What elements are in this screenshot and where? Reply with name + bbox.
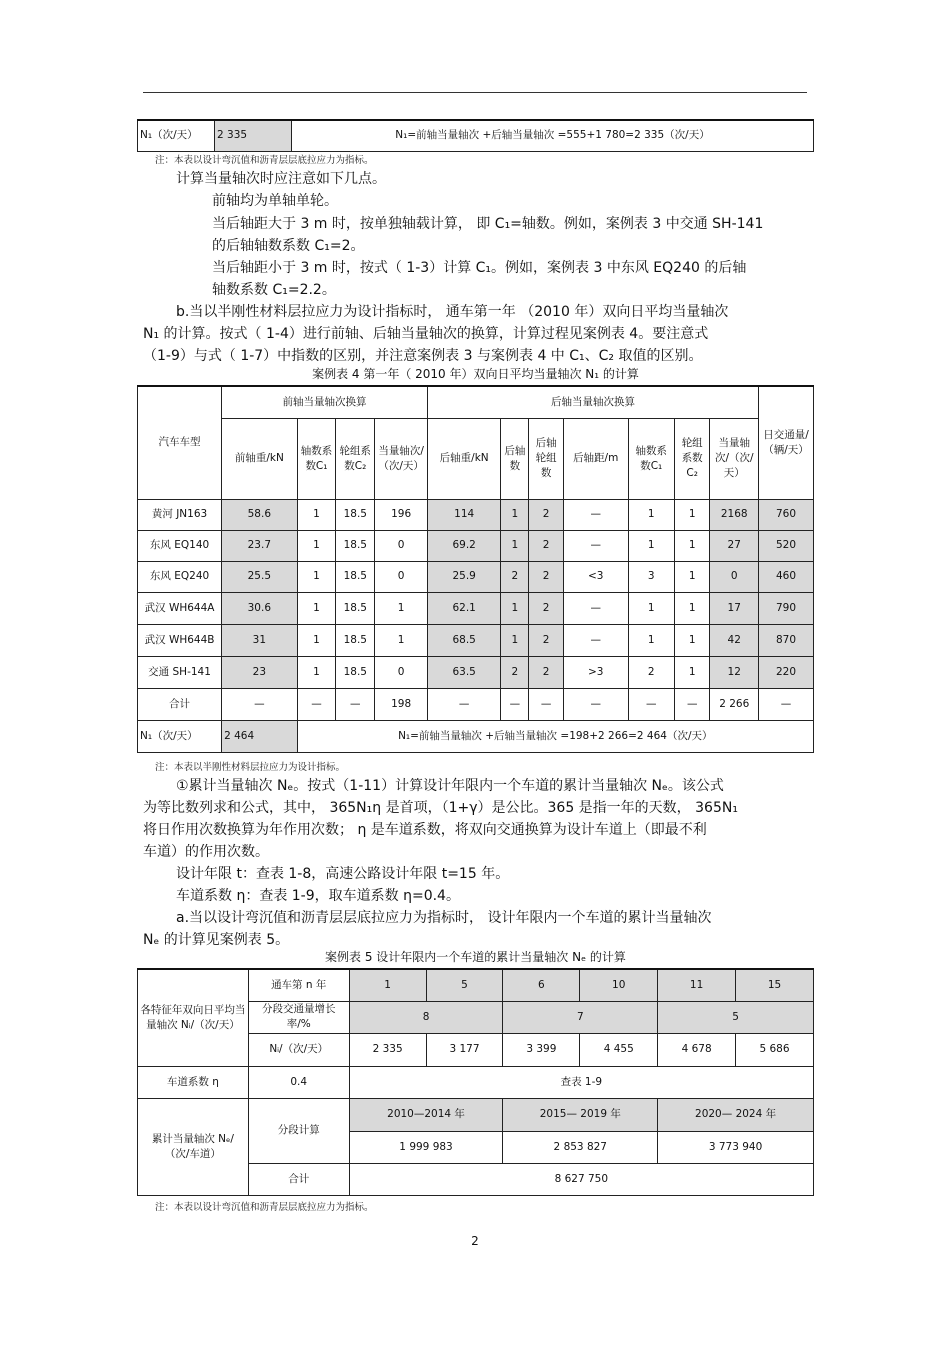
- h-front-weight: 前轴重/kN: [222, 418, 297, 499]
- n1-label: N₁（次/天）: [138, 120, 215, 151]
- para-q4b: Nₑ 的计算见案例表 5。: [143, 932, 290, 948]
- table-cell: —: [759, 688, 814, 720]
- t5-year: 15: [736, 969, 814, 1001]
- table-cell: —: [428, 688, 501, 720]
- row-model: 黄河 JN163: [138, 499, 222, 530]
- h-daily: 日交通量/（辆/天）: [759, 386, 814, 499]
- table-cell: 1: [501, 592, 529, 624]
- table-cell: —: [563, 688, 628, 720]
- table-cell: 1: [297, 624, 336, 656]
- table-row: [138, 530, 814, 561]
- table-cell: 23.7: [222, 530, 297, 561]
- table-cell: 18.5: [336, 592, 375, 624]
- table-row: [138, 499, 814, 530]
- h-front-c2: 轮组系数C₂: [336, 418, 375, 499]
- table-cell: 2: [529, 530, 564, 561]
- t5-growth-label: 分段交通量增长率/%: [248, 1001, 349, 1033]
- table-cell: —: [674, 688, 710, 720]
- table-row: [138, 656, 814, 688]
- row-model: 东风 EQ140: [138, 530, 222, 561]
- table-cell: 18.5: [336, 499, 375, 530]
- t5-ni: 3 399: [503, 1033, 580, 1066]
- table-cell: 0: [375, 656, 428, 688]
- table-cell: 1: [674, 656, 710, 688]
- t5-year-label: 通车第 n 年: [248, 969, 349, 1001]
- table-cell: 1: [628, 592, 674, 624]
- n1-formula: N₁=前轴当量轴次 +后轴当量轴次 =555+1 780=2 335（次/天）: [292, 120, 814, 151]
- t5-lane-value: 0.4: [248, 1066, 349, 1098]
- row-model: 交通 SH-141: [138, 656, 222, 688]
- table-cell: —: [563, 592, 628, 624]
- t5-seg-label: 分段计算: [248, 1098, 349, 1163]
- h-rear-wheels: 后轴轮组数: [529, 418, 564, 499]
- row-model: 东风 EQ240: [138, 561, 222, 592]
- table-cell: 0: [375, 561, 428, 592]
- row-model: 合计: [138, 688, 222, 720]
- table-cell: 62.1: [428, 592, 501, 624]
- table-cell: 790: [759, 592, 814, 624]
- table-cell: 760: [759, 499, 814, 530]
- h-front-eq: 当量轴次/（次/天）: [375, 418, 428, 499]
- table5: [137, 968, 814, 1196]
- table4: [137, 385, 814, 753]
- para-q1c: 将日作用次数换算为年作用次数； η 是车道系数，将双向交通换算为设计车道上（即最不利: [143, 822, 707, 838]
- h-rear-group: 后轴当量轴次换算: [428, 386, 759, 418]
- table-cell: 114: [428, 499, 501, 530]
- table-cell: —: [222, 688, 297, 720]
- table-cell: 63.5: [428, 656, 501, 688]
- para-q1a: ①累计当量轴次 Nₑ。按式（1-11）计算设计年限内一个车道的累计当量轴次 Nₑ。该公式: [176, 778, 724, 794]
- para-5b: N₁ 的计算。按式（ 1-4）进行前轴、后轴当量轴次的换算，计算过程见案例表 4。要注意式: [143, 326, 709, 342]
- table-cell: 1: [297, 530, 336, 561]
- t5-total-value: 8 627 750: [349, 1163, 813, 1195]
- table-cell: 17: [710, 592, 759, 624]
- table-cell: 68.5: [428, 624, 501, 656]
- table-cell: 30.6: [222, 592, 297, 624]
- table-cell: 18.5: [336, 656, 375, 688]
- t5-ni-label: Nᵢ/（次/天）: [248, 1033, 349, 1066]
- table-cell: 520: [759, 530, 814, 561]
- para-1: 计算当量轴次时应注意如下几点。: [176, 171, 386, 187]
- table-cell: 2: [628, 656, 674, 688]
- table-cell: 1: [297, 561, 336, 592]
- table-cell: 18.5: [336, 530, 375, 561]
- table-cell: 18.5: [336, 624, 375, 656]
- h-front-group: 前轴当量轴次换算: [222, 386, 428, 418]
- t5-ni: 2 335: [349, 1033, 426, 1066]
- t5-ni: 5 686: [736, 1033, 814, 1066]
- table-cell: 42: [710, 624, 759, 656]
- para-5c: （1-9）与式（ 1-7）中指数的区别，并注意案例表 3 与案例表 4 中 C₁、C₂ 取值的区别。: [143, 348, 703, 364]
- h-rear-c1: 轴数系数C₁: [628, 418, 674, 499]
- table-cell: 1: [375, 592, 428, 624]
- table-cell: 31: [222, 624, 297, 656]
- t5-period-value: 2 853 827: [503, 1131, 658, 1163]
- n1-value: 2 335: [215, 120, 292, 151]
- table-cell: 2: [529, 624, 564, 656]
- para-5a: b.当以半刚性材料层拉应力为设计指标时， 通车第一年 （2010 年）双向日平均当量轴次: [176, 304, 729, 320]
- t5-total-label: 合计: [248, 1163, 349, 1195]
- h-rear-eq: 当量轴次/（次/天）: [710, 418, 759, 499]
- para-q2: 设计年限 t：查表 1-8，高速公路设计年限 t=15 年。: [176, 866, 510, 882]
- t5-cum-label: 累计当量轴次 Nₑ/（次/车道）: [138, 1098, 249, 1195]
- para-3a: 当后轴距大于 3 m 时，按单独轴载计算， 即 C₁=轴数。例如，案例表 3 中交通 SH-141: [212, 216, 764, 232]
- table-cell: —: [628, 688, 674, 720]
- table-cell: 460: [759, 561, 814, 592]
- table-cell: 1: [628, 499, 674, 530]
- table-cell: —: [563, 499, 628, 530]
- table-cell: 2: [501, 656, 529, 688]
- t5-year: 10: [580, 969, 658, 1001]
- table-cell: 0: [710, 561, 759, 592]
- table-cell: 69.2: [428, 530, 501, 561]
- table-cell: 25.9: [428, 561, 501, 592]
- row-model: 武汉 WH644A: [138, 592, 222, 624]
- t5-year: 11: [658, 969, 736, 1001]
- table-cell: 1: [375, 624, 428, 656]
- para-4a: 当后轴距小于 3 m 时，按式（ 1-3）计算 C₁。例如，案例表 3 中东风 EQ240 的后轴: [212, 260, 747, 276]
- t4-n1-formula: N₁=前轴当量轴次 +后轴当量轴次 =198+2 266=2 464（次/天）: [297, 720, 813, 752]
- t5-lane-label: 车道系数 η: [138, 1066, 249, 1098]
- t5-period: 2010—2014 年: [349, 1098, 503, 1131]
- table-cell: 1: [501, 624, 529, 656]
- table5-caption: 案例表 5 设计年限内一个车道的累计当量轴次 Nₑ 的计算: [325, 950, 626, 964]
- table3-tail: [137, 119, 814, 152]
- table-cell: <3: [563, 561, 628, 592]
- para-q1d: 车道）的作用次数。: [143, 844, 269, 860]
- h-rear-spacing: 后轴距/m: [563, 418, 628, 499]
- para-q3: 车道系数 η：查表 1-9，取车道系数 η=0.4。: [176, 888, 460, 904]
- page-number: 2: [471, 1234, 479, 1248]
- table-cell: 1: [297, 656, 336, 688]
- t5-ni: 3 177: [426, 1033, 503, 1066]
- t5-growth: 7: [503, 1001, 658, 1033]
- t5-growth: 8: [349, 1001, 503, 1033]
- table-cell: 1: [674, 592, 710, 624]
- table-cell: 25.5: [222, 561, 297, 592]
- table-cell: —: [297, 688, 336, 720]
- table-cell: 1: [674, 561, 710, 592]
- row-model: 武汉 WH644B: [138, 624, 222, 656]
- t5-growth: 5: [658, 1001, 814, 1033]
- table-cell: 1: [501, 499, 529, 530]
- table-cell: 870: [759, 624, 814, 656]
- table-cell: —: [336, 688, 375, 720]
- t5-year: 6: [503, 969, 580, 1001]
- h-rear-c2: 轮组系数C₂: [674, 418, 710, 499]
- table-cell: 196: [375, 499, 428, 530]
- table-cell: —: [501, 688, 529, 720]
- para-3b: 的后轴轴数系数 C₁=2。: [212, 238, 365, 254]
- table-cell: 1: [674, 499, 710, 530]
- table-cell: 23: [222, 656, 297, 688]
- table-cell: 2: [529, 656, 564, 688]
- table-row: [138, 592, 814, 624]
- t5-period-value: 3 773 940: [658, 1131, 814, 1163]
- t5-ni: 4 678: [658, 1033, 736, 1066]
- table-cell: 58.6: [222, 499, 297, 530]
- table-cell: —: [529, 688, 564, 720]
- table-cell: 18.5: [336, 561, 375, 592]
- note-1: 注：本表以设计弯沉值和沥青层层底拉应力为指标。: [155, 155, 374, 166]
- h-rear-weight: 后轴重/kN: [428, 418, 501, 499]
- t4-n1-label: N₁（次/天）: [138, 720, 222, 752]
- para-2: 前轴均为单轴单轮。: [212, 193, 338, 209]
- t5-year: 5: [426, 969, 503, 1001]
- table-cell: 3: [628, 561, 674, 592]
- table4-caption: 案例表 4 第一年（ 2010 年）双向日平均当量轴次 N₁ 的计算: [312, 367, 639, 381]
- table-cell: 1: [674, 530, 710, 561]
- table5-note: 注：本表以设计弯沉值和沥青层层底拉应力为指标。: [155, 1202, 374, 1213]
- para-q1b: 为等比数列求和公式，其中， 365N₁η 是首项，（1+γ）是公比。365 是指一年的天数， 365N₁: [143, 800, 738, 816]
- h-front-c1: 轴数系数C₁: [297, 418, 336, 499]
- t5-group-label: 各特征年双向日平均当量轴次 Nᵢ/（次/天）: [138, 969, 249, 1066]
- table-cell: 27: [710, 530, 759, 561]
- table-cell: 198: [375, 688, 428, 720]
- table-cell: 2: [501, 561, 529, 592]
- table-cell: 220: [759, 656, 814, 688]
- h-rear-count: 后轴数: [501, 418, 529, 499]
- table-cell: 1: [297, 592, 336, 624]
- para-4b: 轴数系数 C₁=2.2。: [212, 282, 336, 298]
- table-row: [138, 561, 814, 592]
- table-cell: 2: [529, 592, 564, 624]
- table-cell: 2 266: [710, 688, 759, 720]
- t5-period-value: 1 999 983: [349, 1131, 503, 1163]
- t5-year: 1: [349, 969, 426, 1001]
- t5-ni: 4 455: [580, 1033, 658, 1066]
- t4-n1-value: 2 464: [222, 720, 297, 752]
- table-cell: —: [563, 624, 628, 656]
- table-cell: 1: [628, 530, 674, 561]
- table-cell: 1: [297, 499, 336, 530]
- table-cell: 1: [674, 624, 710, 656]
- table-cell: 2: [529, 561, 564, 592]
- table-cell: 0: [375, 530, 428, 561]
- header-rule: [143, 92, 807, 93]
- t5-period: 2015— 2019 年: [503, 1098, 658, 1131]
- table-cell: 1: [501, 530, 529, 561]
- table-cell: 12: [710, 656, 759, 688]
- table-cell: —: [563, 530, 628, 561]
- table4-note: 注：本表以半刚性材料层拉应力为设计指标。: [155, 762, 346, 773]
- table-row: [138, 624, 814, 656]
- t5-lane-source: 查表 1-9: [349, 1066, 813, 1098]
- table-cell: 2: [529, 499, 564, 530]
- para-q4a: a.当以设计弯沉值和沥青层层底拉应力为指标时， 设计年限内一个车道的累计当量轴次: [176, 910, 712, 926]
- table-cell: >3: [563, 656, 628, 688]
- table-cell: 2168: [710, 499, 759, 530]
- table-row: [138, 688, 814, 720]
- table-cell: 1: [628, 624, 674, 656]
- t5-period: 2020— 2024 年: [658, 1098, 814, 1131]
- h-model: 汽车车型: [138, 386, 222, 499]
